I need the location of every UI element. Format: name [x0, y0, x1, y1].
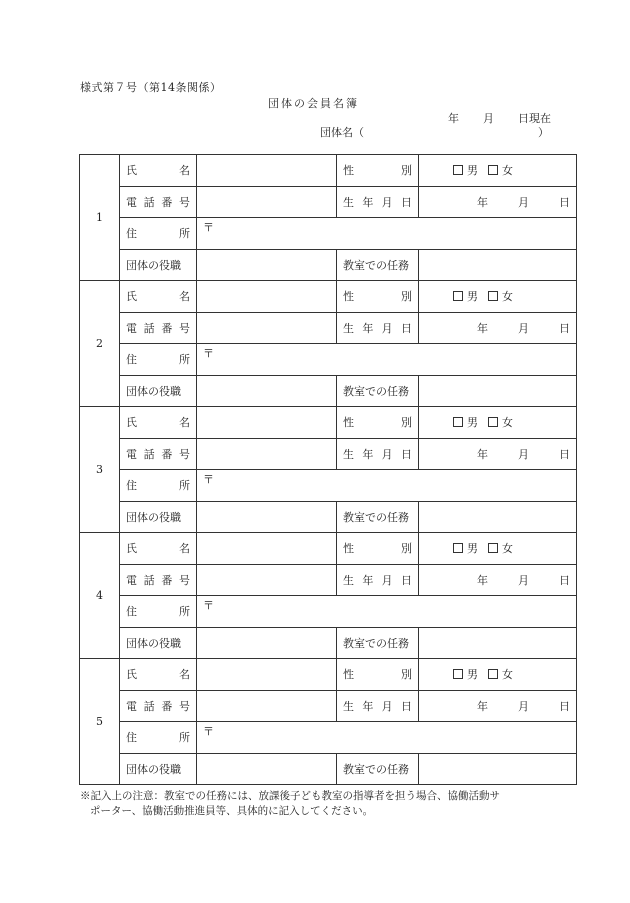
- label-phone-char: 電: [126, 447, 137, 461]
- member-row-address: [80, 596, 577, 628]
- gender-label: [337, 533, 419, 565]
- label-birth-char: 生: [343, 195, 354, 209]
- label-birth-char: 日: [400, 699, 412, 713]
- name-field[interactable]: [197, 407, 337, 439]
- gender-field[interactable]: [419, 155, 577, 187]
- member-row-phone: [80, 438, 577, 470]
- gender-field[interactable]: [419, 407, 577, 439]
- role-label: 団体の役職: [120, 249, 197, 281]
- label-gender-char: 別: [401, 668, 412, 682]
- phone-field[interactable]: [197, 186, 337, 218]
- label-phone-char: 番: [161, 573, 173, 587]
- member-row-phone: [80, 186, 577, 218]
- postal-mark: 〒: [203, 599, 214, 612]
- label-name-char: 名: [179, 416, 190, 430]
- label-address-char: 所: [179, 731, 190, 745]
- label-birth-char: 生: [343, 321, 354, 335]
- role-label: 団体の役職: [120, 375, 197, 407]
- postal-mark: 〒: [203, 347, 214, 360]
- label-phone-char: 電: [126, 321, 137, 335]
- birth-month-label: 月: [518, 699, 529, 713]
- label-name-char: 名: [179, 542, 190, 556]
- entry-note-line-1: ※記入上の注意：教室での任務には、放課後子ども教室の指導者を担う場合、協働活動サ: [80, 790, 500, 802]
- label-phone-char: 話: [143, 321, 155, 335]
- label-birth-char: 年: [362, 573, 374, 587]
- label-name-char: 名: [179, 290, 190, 304]
- female-label: 女: [502, 416, 513, 430]
- label-phone-char: 番: [161, 321, 173, 335]
- label-birth-char: 日: [400, 447, 412, 461]
- organization-name-line: [320, 124, 549, 140]
- classroom-duty-field[interactable]: [419, 753, 577, 785]
- birth-year-label: 年: [477, 573, 488, 587]
- birth-day-label: 日: [559, 573, 570, 587]
- female-option[interactable]: [488, 162, 513, 178]
- birth-month-label: 月: [518, 573, 529, 587]
- entry-note-line-2: ポーター、協働活動推進員等、具体的に記入してください。: [90, 805, 374, 817]
- male-option[interactable]: [453, 540, 478, 556]
- birth-year-label: 年: [477, 195, 488, 209]
- label-phone-char: 番: [161, 195, 173, 209]
- member-number: 3: [80, 407, 120, 533]
- label-gender-char: 性: [343, 542, 354, 556]
- member-row-phone: [80, 690, 577, 722]
- birthdate-label: [337, 438, 419, 470]
- as-of-day: 日現在: [518, 112, 551, 125]
- male-option[interactable]: [453, 414, 478, 430]
- member-row-role: [80, 375, 577, 407]
- checkbox-female[interactable]: [488, 165, 498, 175]
- member-row-name: [80, 533, 577, 565]
- label-phone-char: 号: [178, 321, 190, 335]
- birth-month-label: 月: [518, 321, 529, 335]
- label-address-char: 住: [126, 731, 137, 745]
- label-birth-char: 生: [343, 573, 354, 587]
- birthdate-field[interactable]: [419, 438, 577, 470]
- birthdate-label: [337, 564, 419, 596]
- member-roster-table: [79, 154, 577, 785]
- birth-day-label: 日: [559, 699, 570, 713]
- address-field[interactable]: [197, 596, 577, 628]
- address-label: [120, 470, 197, 502]
- phone-label: [120, 690, 197, 722]
- birth-day-label: 日: [559, 447, 570, 461]
- birthdate-label: [337, 690, 419, 722]
- address-label: [120, 596, 197, 628]
- birthdate-field[interactable]: [419, 564, 577, 596]
- male-label: 男: [467, 164, 478, 178]
- role-field[interactable]: [197, 501, 337, 533]
- name-field[interactable]: [197, 281, 337, 313]
- label-gender-char: 性: [343, 416, 354, 430]
- label-birth-char: 日: [400, 321, 412, 335]
- label-birth-char: 月: [381, 195, 393, 209]
- postal-mark: 〒: [203, 725, 214, 738]
- member-row-role: [80, 627, 577, 659]
- male-option[interactable]: [453, 162, 478, 178]
- label-phone-char: 号: [178, 699, 190, 713]
- female-option[interactable]: [488, 288, 513, 304]
- phone-label: [120, 312, 197, 344]
- label-name-char: 氏: [126, 542, 137, 556]
- label-birth-char: 年: [362, 699, 374, 713]
- gender-field[interactable]: [419, 533, 577, 565]
- name-field[interactable]: [197, 659, 337, 691]
- label-name-char: 氏: [126, 416, 137, 430]
- checkbox-female[interactable]: [488, 291, 498, 301]
- as-of-month: 月: [483, 112, 494, 125]
- checkbox-male[interactable]: [453, 165, 463, 175]
- phone-field[interactable]: [197, 312, 337, 344]
- gender-label: [337, 155, 419, 187]
- label-birth-char: 月: [381, 447, 393, 461]
- as-of-year: 年: [448, 112, 459, 125]
- birthdate-label: [337, 186, 419, 218]
- male-option[interactable]: [453, 666, 478, 682]
- member-row-name: [80, 155, 577, 187]
- address-field[interactable]: [197, 470, 577, 502]
- classroom-duty-field[interactable]: [419, 501, 577, 533]
- label-birth-char: 月: [381, 699, 393, 713]
- birthdate-field[interactable]: [419, 186, 577, 218]
- phone-field[interactable]: [197, 438, 337, 470]
- label-phone-char: 番: [161, 699, 173, 713]
- role-field[interactable]: [197, 375, 337, 407]
- birth-day-label: 日: [559, 195, 570, 209]
- label-birth-char: 年: [362, 447, 374, 461]
- label-gender-char: 別: [401, 416, 412, 430]
- gender-label: [337, 659, 419, 691]
- member-row-address: [80, 470, 577, 502]
- label-address-char: 所: [179, 479, 190, 493]
- name-label: [120, 533, 197, 565]
- birthdate-label: [337, 312, 419, 344]
- label-birth-char: 月: [381, 573, 393, 587]
- address-field[interactable]: [197, 344, 577, 376]
- phone-field[interactable]: [197, 564, 337, 596]
- female-label: 女: [502, 290, 513, 304]
- label-birth-char: 年: [362, 195, 374, 209]
- classroom-duty-label: 教室での任務: [337, 501, 419, 533]
- postal-mark: 〒: [203, 221, 214, 234]
- checkbox-female[interactable]: [488, 417, 498, 427]
- name-label: [120, 155, 197, 187]
- label-phone-char: 話: [143, 573, 155, 587]
- label-birth-char: 日: [400, 195, 412, 209]
- role-label: 団体の役職: [120, 627, 197, 659]
- label-phone-char: 話: [143, 195, 155, 209]
- checkbox-male[interactable]: [453, 417, 463, 427]
- birthdate-field[interactable]: [419, 312, 577, 344]
- female-option[interactable]: [488, 540, 513, 556]
- label-name-char: 名: [179, 164, 190, 178]
- phone-field[interactable]: [197, 690, 337, 722]
- male-label: 男: [467, 668, 478, 682]
- label-address-char: 所: [179, 353, 190, 367]
- member-number: 4: [80, 533, 120, 659]
- birth-day-label: 日: [559, 321, 570, 335]
- label-address-char: 住: [126, 479, 137, 493]
- birth-month-label: 月: [518, 195, 529, 209]
- member-number: 5: [80, 659, 120, 785]
- female-label: 女: [502, 668, 513, 682]
- organization-label: 団体名（: [320, 126, 364, 139]
- gender-field[interactable]: [419, 281, 577, 313]
- address-label: [120, 722, 197, 754]
- postal-mark: 〒: [203, 473, 214, 486]
- female-option[interactable]: [488, 666, 513, 682]
- name-label: [120, 407, 197, 439]
- birth-year-label: 年: [477, 447, 488, 461]
- role-label: 団体の役職: [120, 753, 197, 785]
- phone-label: [120, 564, 197, 596]
- phone-label: [120, 186, 197, 218]
- label-gender-char: 別: [401, 164, 412, 178]
- label-gender-char: 別: [401, 542, 412, 556]
- member-row-role: [80, 753, 577, 785]
- birth-month-label: 月: [518, 447, 529, 461]
- member-row-name: [80, 659, 577, 691]
- label-gender-char: 性: [343, 668, 354, 682]
- member-row-address: [80, 218, 577, 250]
- label-gender-char: 性: [343, 164, 354, 178]
- female-option[interactable]: [488, 414, 513, 430]
- label-birth-char: 生: [343, 447, 354, 461]
- label-phone-char: 話: [143, 699, 155, 713]
- label-address-char: 所: [179, 605, 190, 619]
- label-address-char: 住: [126, 227, 137, 241]
- checkbox-male[interactable]: [453, 291, 463, 301]
- label-birth-char: 年: [362, 321, 374, 335]
- label-phone-char: 電: [126, 573, 137, 587]
- name-label: [120, 659, 197, 691]
- classroom-duty-label: 教室での任務: [337, 627, 419, 659]
- member-row-role: [80, 249, 577, 281]
- role-field[interactable]: [197, 249, 337, 281]
- male-label: 男: [467, 290, 478, 304]
- member-row-phone: [80, 564, 577, 596]
- gender-label: [337, 281, 419, 313]
- label-birth-char: 日: [400, 573, 412, 587]
- birthdate-field[interactable]: [419, 690, 577, 722]
- label-phone-char: 話: [143, 447, 155, 461]
- label-address-char: 住: [126, 353, 137, 367]
- role-field[interactable]: [197, 627, 337, 659]
- label-address-char: 所: [179, 227, 190, 241]
- name-field[interactable]: [197, 533, 337, 565]
- member-row-name: [80, 407, 577, 439]
- role-field[interactable]: [197, 753, 337, 785]
- address-field[interactable]: [197, 218, 577, 250]
- female-label: 女: [502, 164, 513, 178]
- document-title: 団体の会員名簿: [268, 97, 359, 110]
- classroom-duty-label: 教室での任務: [337, 249, 419, 281]
- member-number: 2: [80, 281, 120, 407]
- label-birth-char: 月: [381, 321, 393, 335]
- form-number: 様式第７号（第14条関係）: [80, 81, 222, 94]
- as-of-date: [448, 110, 551, 126]
- classroom-duty-label: 教室での任務: [337, 753, 419, 785]
- role-label: 団体の役職: [120, 501, 197, 533]
- label-phone-char: 番: [161, 447, 173, 461]
- address-label: [120, 218, 197, 250]
- member-number: 1: [80, 155, 120, 281]
- classroom-duty-field[interactable]: [419, 627, 577, 659]
- birth-year-label: 年: [477, 699, 488, 713]
- label-name-char: 氏: [126, 668, 137, 682]
- male-label: 男: [467, 542, 478, 556]
- member-row-phone: [80, 312, 577, 344]
- label-gender-char: 別: [401, 290, 412, 304]
- birth-year-label: 年: [477, 321, 488, 335]
- phone-label: [120, 438, 197, 470]
- male-label: 男: [467, 416, 478, 430]
- checkbox-female[interactable]: [488, 543, 498, 553]
- label-phone-char: 号: [178, 447, 190, 461]
- label-name-char: 氏: [126, 290, 137, 304]
- label-address-char: 住: [126, 605, 137, 619]
- address-field[interactable]: [197, 722, 577, 754]
- label-phone-char: 号: [178, 573, 190, 587]
- label-phone-char: 電: [126, 195, 137, 209]
- label-name-char: 氏: [126, 164, 137, 178]
- label-name-char: 名: [179, 668, 190, 682]
- female-label: 女: [502, 542, 513, 556]
- member-row-name: [80, 281, 577, 313]
- name-field[interactable]: [197, 155, 337, 187]
- address-label: [120, 344, 197, 376]
- gender-field[interactable]: [419, 659, 577, 691]
- classroom-duty-field[interactable]: [419, 375, 577, 407]
- label-phone-char: 電: [126, 699, 137, 713]
- member-row-role: [80, 501, 577, 533]
- label-birth-char: 生: [343, 699, 354, 713]
- classroom-duty-label: 教室での任務: [337, 375, 419, 407]
- label-gender-char: 性: [343, 290, 354, 304]
- checkbox-male[interactable]: [453, 543, 463, 553]
- gender-label: [337, 407, 419, 439]
- male-option[interactable]: [453, 288, 478, 304]
- checkbox-female[interactable]: [488, 669, 498, 679]
- label-phone-char: 号: [178, 195, 190, 209]
- member-row-address: [80, 344, 577, 376]
- checkbox-male[interactable]: [453, 669, 463, 679]
- entry-note: [80, 789, 560, 819]
- name-label: [120, 281, 197, 313]
- organization-close-paren: ）: [538, 126, 549, 139]
- member-row-address: [80, 722, 577, 754]
- classroom-duty-field[interactable]: [419, 249, 577, 281]
